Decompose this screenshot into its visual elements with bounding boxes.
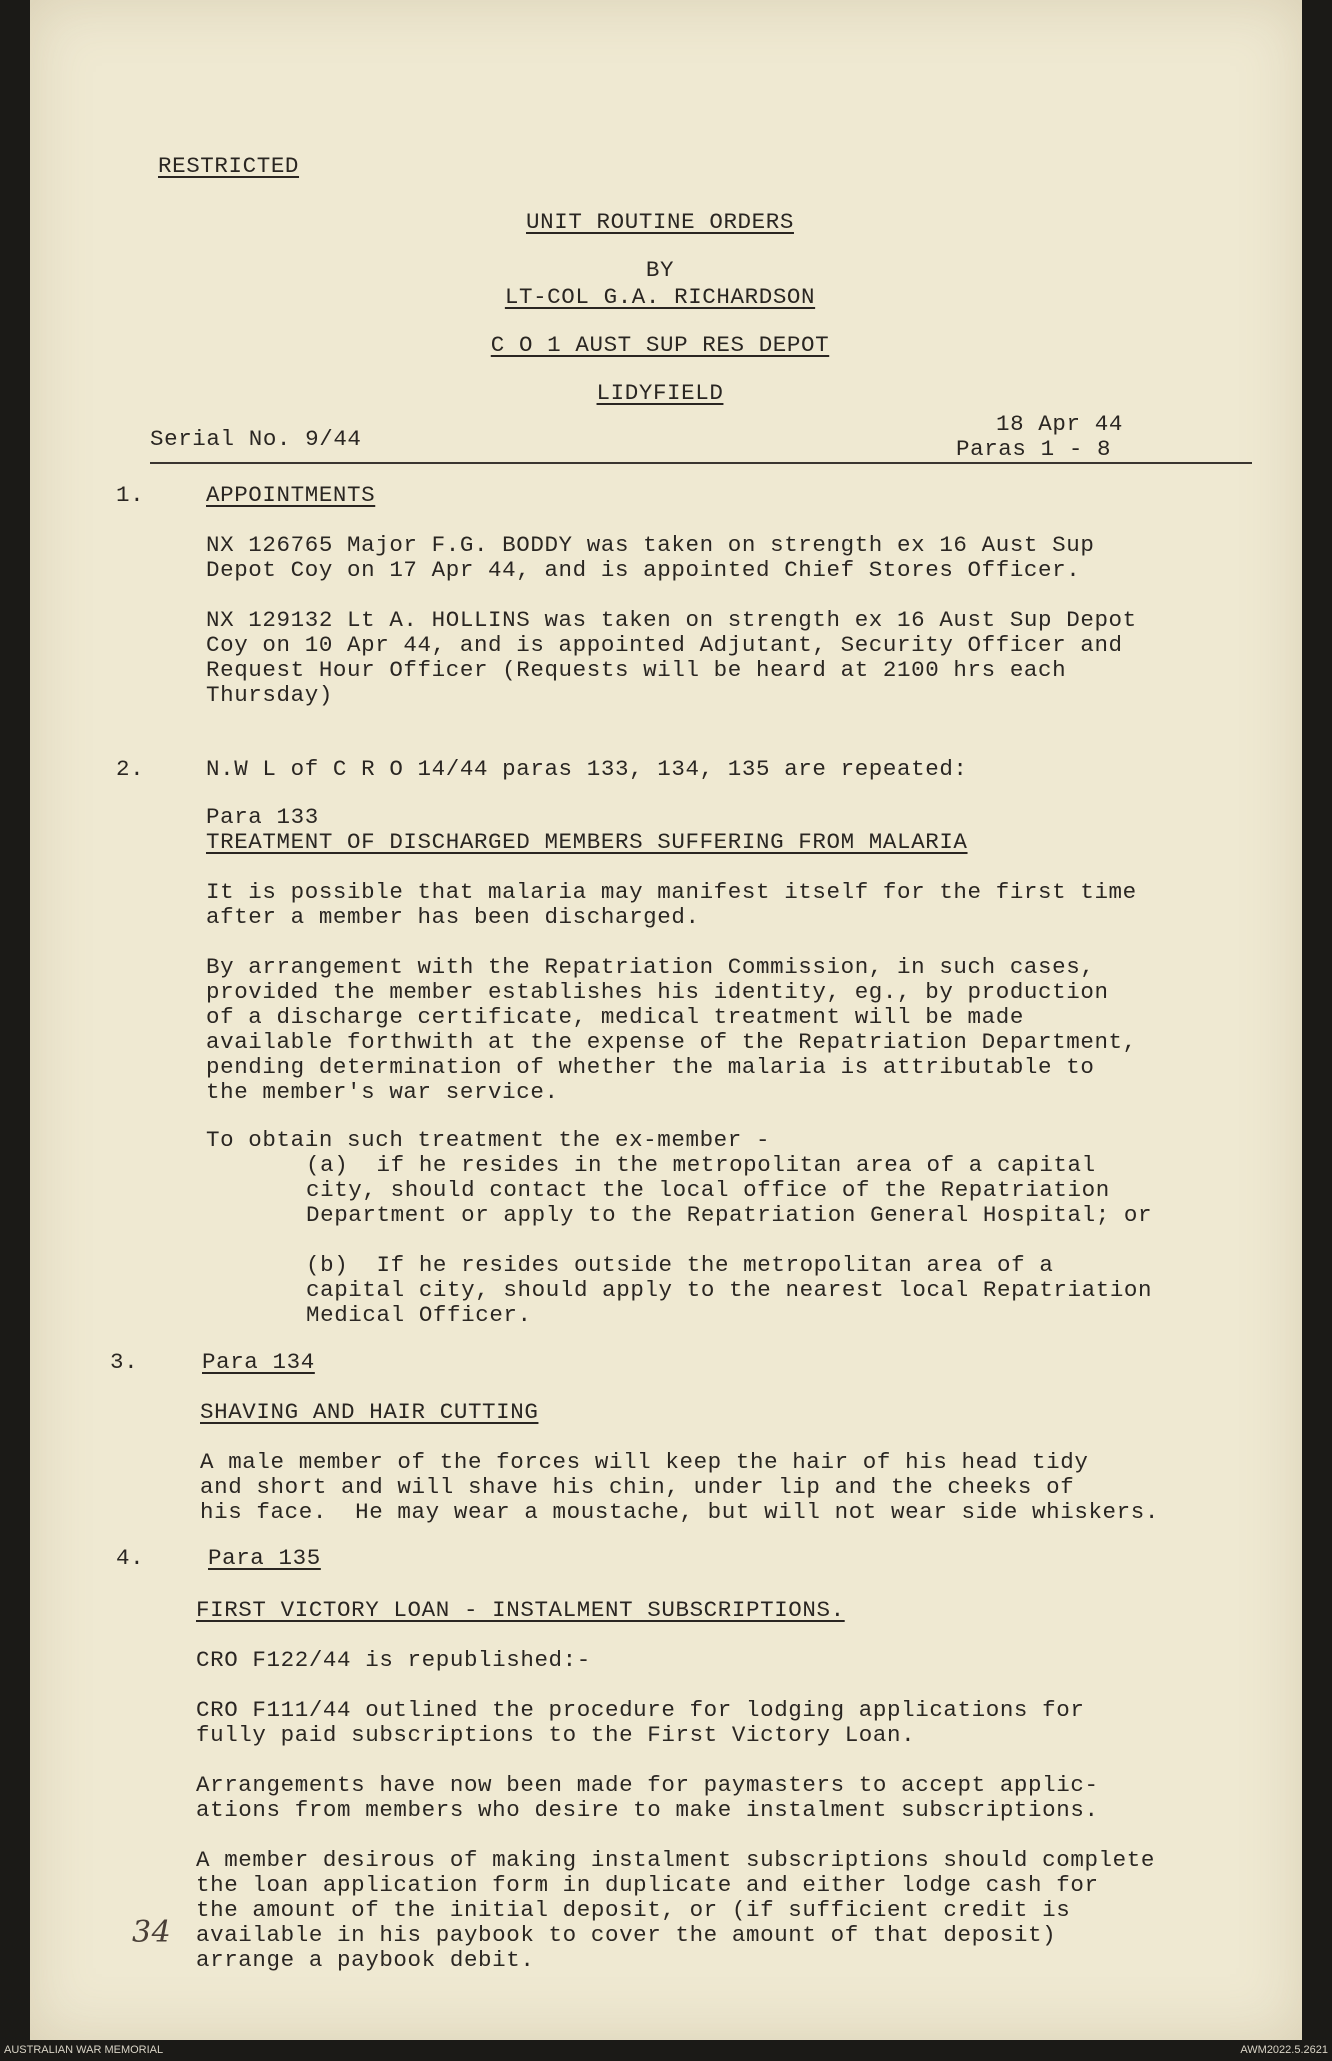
order-date: 18 Apr 44: [996, 411, 1123, 437]
section-3-para-ref: Para 134: [202, 1349, 315, 1375]
location-name: LIDYFIELD: [596, 380, 724, 406]
document-title: UNIT ROUTINE ORDERS: [526, 209, 794, 235]
section-2-heading: TREATMENT OF DISCHARGED MEMBERS SUFFERING FROM MALARIA: [206, 829, 968, 855]
paras-range: Paras 1 - 8: [956, 436, 1112, 462]
section-1-text-line: NX 129132 Lt A. HOLLINS was taken on strength ex 16 Aust Sup Depot: [206, 607, 1137, 633]
section-2-item-a-line: city, should contact the local office of the Repatriation: [306, 1177, 1110, 1203]
section-2-text-line: It is possible that malaria may manifest itself for the first time: [206, 879, 1137, 905]
officer-name: LT-COL G.A. RICHARDSON: [504, 284, 816, 310]
section-1-text-line: Depot Coy on 17 Apr 44, and is appointed Chief Stores Officer.: [206, 557, 1081, 583]
section-1-text-line: Request Hour Officer (Requests will be heard at 2100 hrs each: [206, 657, 1067, 683]
section-4-text-line: arrange a paybook debit.: [196, 1947, 535, 1973]
section-2-item-a-line: Department or apply to the Repatriation General Hospital; or: [306, 1202, 1153, 1228]
header-rule: [150, 462, 1252, 464]
serial-number: Serial No. 9/44: [150, 426, 362, 452]
section-2-item-a-line: (a) if he resides in the metropolitan area of a capital: [306, 1152, 1096, 1178]
section-2-text-line: of a discharge certificate, medical treatment will be made: [206, 1004, 1024, 1030]
section-4-text-line: CRO F122/44 is republished:-: [196, 1647, 591, 1673]
section-2-text-line: the member's war service.: [206, 1079, 559, 1105]
section-3-heading: SHAVING AND HAIR CUTTING: [200, 1399, 539, 1425]
section-3-text-line: A male member of the forces will keep the hair of his head tidy: [200, 1449, 1089, 1475]
section-2-text-line: pending determination of whether the malaria is attributable to: [206, 1054, 1095, 1080]
section-2-text-line: To obtain such treatment the ex-member -: [206, 1127, 771, 1153]
section-2-para-ref: Para 133: [206, 804, 319, 830]
margin-page-number: 34: [132, 1915, 172, 1950]
section-4-text-line: the amount of the initial deposit, or (if sufficient credit is: [196, 1897, 1071, 1923]
section-4-text-line: CRO F111/44 outlined the procedure for lodging applications for: [196, 1697, 1085, 1723]
section-2-text-line: provided the member establishes his identity, eg., by production: [206, 979, 1109, 1005]
section-1-number: 1.: [116, 482, 145, 508]
section-4-number: 4.: [116, 1545, 145, 1571]
section-1-text-line: Thursday): [206, 682, 333, 708]
section-4-text-line: ations from members who desire to make instalment subscriptions.: [196, 1797, 1099, 1823]
by-label: BY: [645, 257, 675, 283]
section-4-text-line: Arrangements have now been made for paymasters to accept applic-: [196, 1772, 1099, 1798]
unit-name: C O 1 AUST SUP RES DEPOT: [490, 332, 830, 358]
section-2-intro: N.W L of C R O 14/44 paras 133, 134, 135 are repeated:: [206, 756, 968, 782]
section-4-text-line: available in his paybook to cover the amount of that deposit): [196, 1922, 1057, 1948]
section-3-text-line: and short and will shave his chin, under lip and the cheeks of: [200, 1474, 1075, 1500]
footer-reference: AWM2022.5.2621: [1240, 2044, 1328, 2056]
footer-bar: [0, 2040, 1332, 2061]
section-1-heading: APPOINTMENTS: [206, 482, 376, 508]
section-4-text-line: the loan application form in duplicate and either lodge cash for: [196, 1872, 1099, 1898]
section-1-text-line: NX 126765 Major F.G. BODDY was taken on strength ex 16 Aust Sup: [206, 532, 1095, 558]
classification-label: RESTRICTED: [158, 153, 300, 179]
section-3-number: 3.: [110, 1349, 139, 1375]
document-page: [30, 0, 1302, 2040]
section-2-text-line: available forthwith at the expense of the Repatriation Department,: [206, 1029, 1137, 1055]
section-2-item-b-line: Medical Officer.: [306, 1302, 532, 1328]
section-2-item-b-line: capital city, should apply to the nearest local Repatriation: [306, 1277, 1153, 1303]
section-4-text-line: A member desirous of making instalment subscriptions should complete: [196, 1847, 1155, 1873]
section-2-text-line: By arrangement with the Repatriation Commission, in such cases,: [206, 954, 1095, 980]
section-1-text-line: Coy on 10 Apr 44, and is appointed Adjutant, Security Officer and: [206, 632, 1123, 658]
section-4-para-ref: Para 135: [208, 1545, 321, 1571]
section-3-text-line: his face. He may wear a moustache, but will not wear side whiskers.: [200, 1499, 1159, 1525]
section-2-number: 2.: [116, 756, 145, 782]
section-4-text-line: fully paid subscriptions to the First Victory Loan.: [196, 1722, 916, 1748]
footer-institution: AUSTRALIAN WAR MEMORIAL: [4, 2044, 164, 2056]
section-2-item-b-line: (b) If he resides outside the metropolitan area of a: [306, 1252, 1054, 1278]
section-4-heading: FIRST VICTORY LOAN - INSTALMENT SUBSCRIPTIONS.: [196, 1597, 845, 1623]
section-2-text-line: after a member has been discharged.: [206, 904, 700, 930]
